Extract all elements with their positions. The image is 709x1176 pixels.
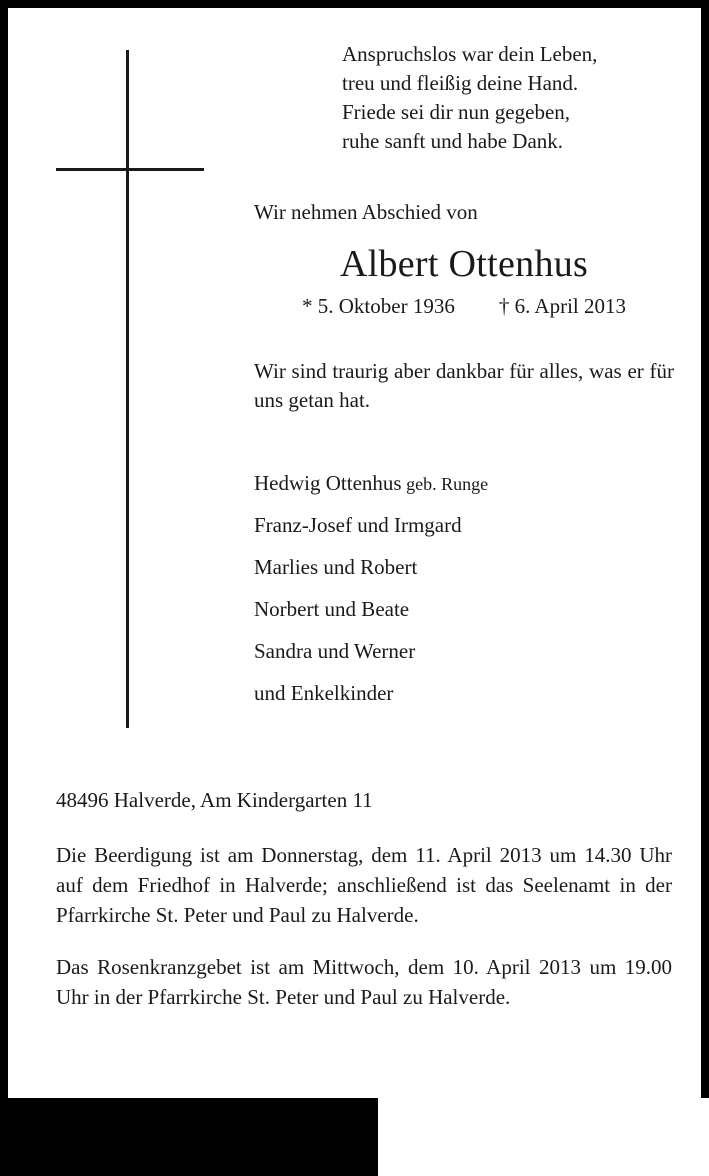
mourner-name: Sandra und Werner [254,639,416,663]
verse-line-3: Friede sei dir nun gegeben, [342,100,571,124]
lower-text-block [56,786,672,1034]
list-item [254,631,674,673]
address-line: 48496 Halverde, Am Kindergarten 11 [56,788,373,812]
mourner-name: Hedwig Ottenhus [254,471,402,495]
funeral-notice: Die Beerdigung ist am Donnerstag, dem 11. April 2013 um 14.30 Uhr auf dem Friedhof in Halverde; anschließend ist das Seelenamt in der Pfarrkirche St. Peter und Paul zu Halverde. [56,843,672,927]
verse-line-1: Anspruchslos war dein Leben, [342,42,598,66]
birth-date: * 5. Oktober 1936 [302,294,455,318]
list-item [254,589,674,631]
life-dates [254,294,674,319]
deceased-name: Albert Ottenhus [339,243,589,285]
cross-vertical-bar [126,50,129,728]
cross-horizontal-bar [56,168,204,171]
death-date: † 6. April 2013 [498,294,626,318]
upper-text-column [254,40,674,715]
list-item [254,547,674,589]
mourner-name: und Enkelkinder [254,681,394,705]
bottom-band-notch [378,1098,709,1176]
mourners-list [254,463,674,715]
list-item [254,673,674,715]
list-item [254,463,674,505]
mourner-name: Marlies und Robert [254,555,418,579]
mourner-name: Norbert und Beate [254,597,410,621]
verse-line-4: ruhe sanft und habe Dank. [342,129,564,153]
cross-icon [48,38,238,738]
rosary-notice: Das Rosenkranzgebet ist am Mittwoch, dem 10. April 2013 um 19.00 Uhr in der Pfarrkirche St. Peter und Paul zu Halverde. [56,955,672,1009]
obituary-card [8,8,701,1098]
list-item [254,505,674,547]
farewell-intro: Wir nehmen Abschied von [254,200,478,224]
verse-line-2: treu und fleißig deine Hand. [342,71,579,95]
bottom-black-band [0,1098,709,1176]
gratitude-text: Wir sind traurig aber dankbar für alles, was er für uns getan hat. [254,359,674,412]
mourner-name: Franz-Josef und Irmgard [254,513,462,537]
mourner-suffix: geb. Runge [401,474,489,494]
memorial-verse [342,40,674,156]
